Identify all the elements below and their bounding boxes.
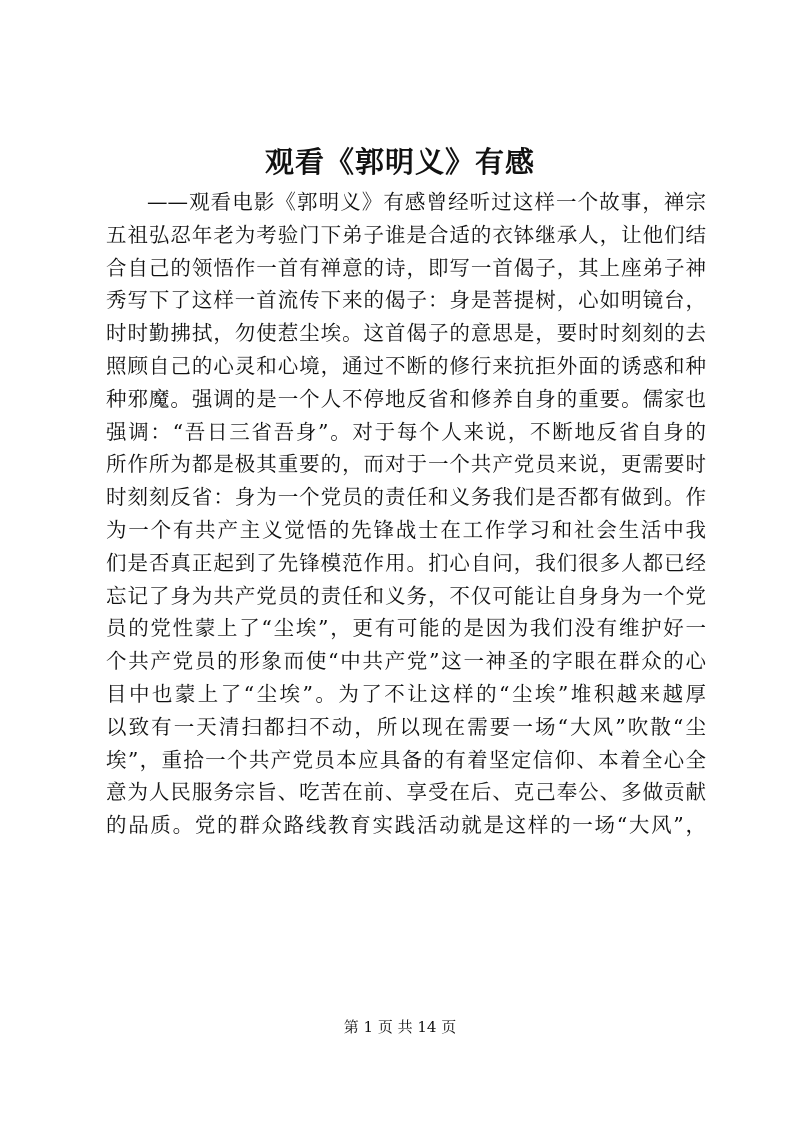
body-line: 时时勤拂拭，勿使惹尘埃。这首偈子的意思是，要时时刻刻的去 [106,321,706,346]
body-line: 种邪魔。强调的是一个人不停地反省和修养自身的重要。儒家也 [106,386,706,411]
body-line: 们是否真正起到了先锋模范作用。扪心自问，我们很多人都已经 [106,550,706,575]
document-body [106,186,706,842]
body-line: 秀写下了这样一首流传下来的偈子：身是菩提树，心如明镜台， [106,288,706,313]
page-number-footer: 第 1 页 共 14 页 [343,1018,457,1036]
body-line: 时刻刻反省：身为一个党员的责任和义务我们是否都有做到。作 [106,485,706,510]
body-line: 员的党性蒙上了“尘埃”，更有可能的是因为我们没有维护好一 [106,616,706,641]
body-line: 意为人民服务宗旨、吃苦在前、享受在后、克己奉公、多做贡献 [106,780,706,805]
body-line: 忘记了身为共产党员的责任和义务，不仅可能让自身身为一个党 [106,583,706,608]
body-line: 为一个有共产主义觉悟的先锋战士在工作学习和社会生活中我 [106,517,706,542]
document-title: 观看《郭明义》有感 [264,145,535,179]
body-line: 的品质。党的群众路线教育实践活动就是这样的一场“大风”， [106,813,706,838]
body-line: ——观看电影《郭明义》有感曾经听过这样一个故事，禅宗 [147,190,706,214]
body-line: 埃”，重拾一个共产党员本应具备的有着坚定信仰、本着全心全 [106,747,706,772]
body-line: 合自己的领悟作一首有禅意的诗，即写一首偈子，其上座弟子神 [106,255,706,280]
body-line: 目中也蒙上了“尘埃”。为了不让这样的“尘埃”堆积越来越厚 [106,681,706,706]
body-line: 所作所为都是极其重要的，而对于一个共产党员来说，更需要时 [106,452,706,477]
body-line: 强调：“吾日三省吾身”。对于每个人来说，不断地反省自身的 [106,419,706,444]
body-line: 照顾自己的心灵和心境，通过不断的修行来抗拒外面的诱惑和种 [106,353,706,378]
body-line: 以致有一天清扫都扫不动，所以现在需要一场“大风”吹散“尘 [106,714,706,739]
body-line: 个共产党员的形象而使“中共产党”这一神圣的字眼在群众的心 [106,649,706,674]
body-line: 五祖弘忍年老为考验门下弟子谁是合适的衣钵继承人，让他们结 [106,222,706,247]
